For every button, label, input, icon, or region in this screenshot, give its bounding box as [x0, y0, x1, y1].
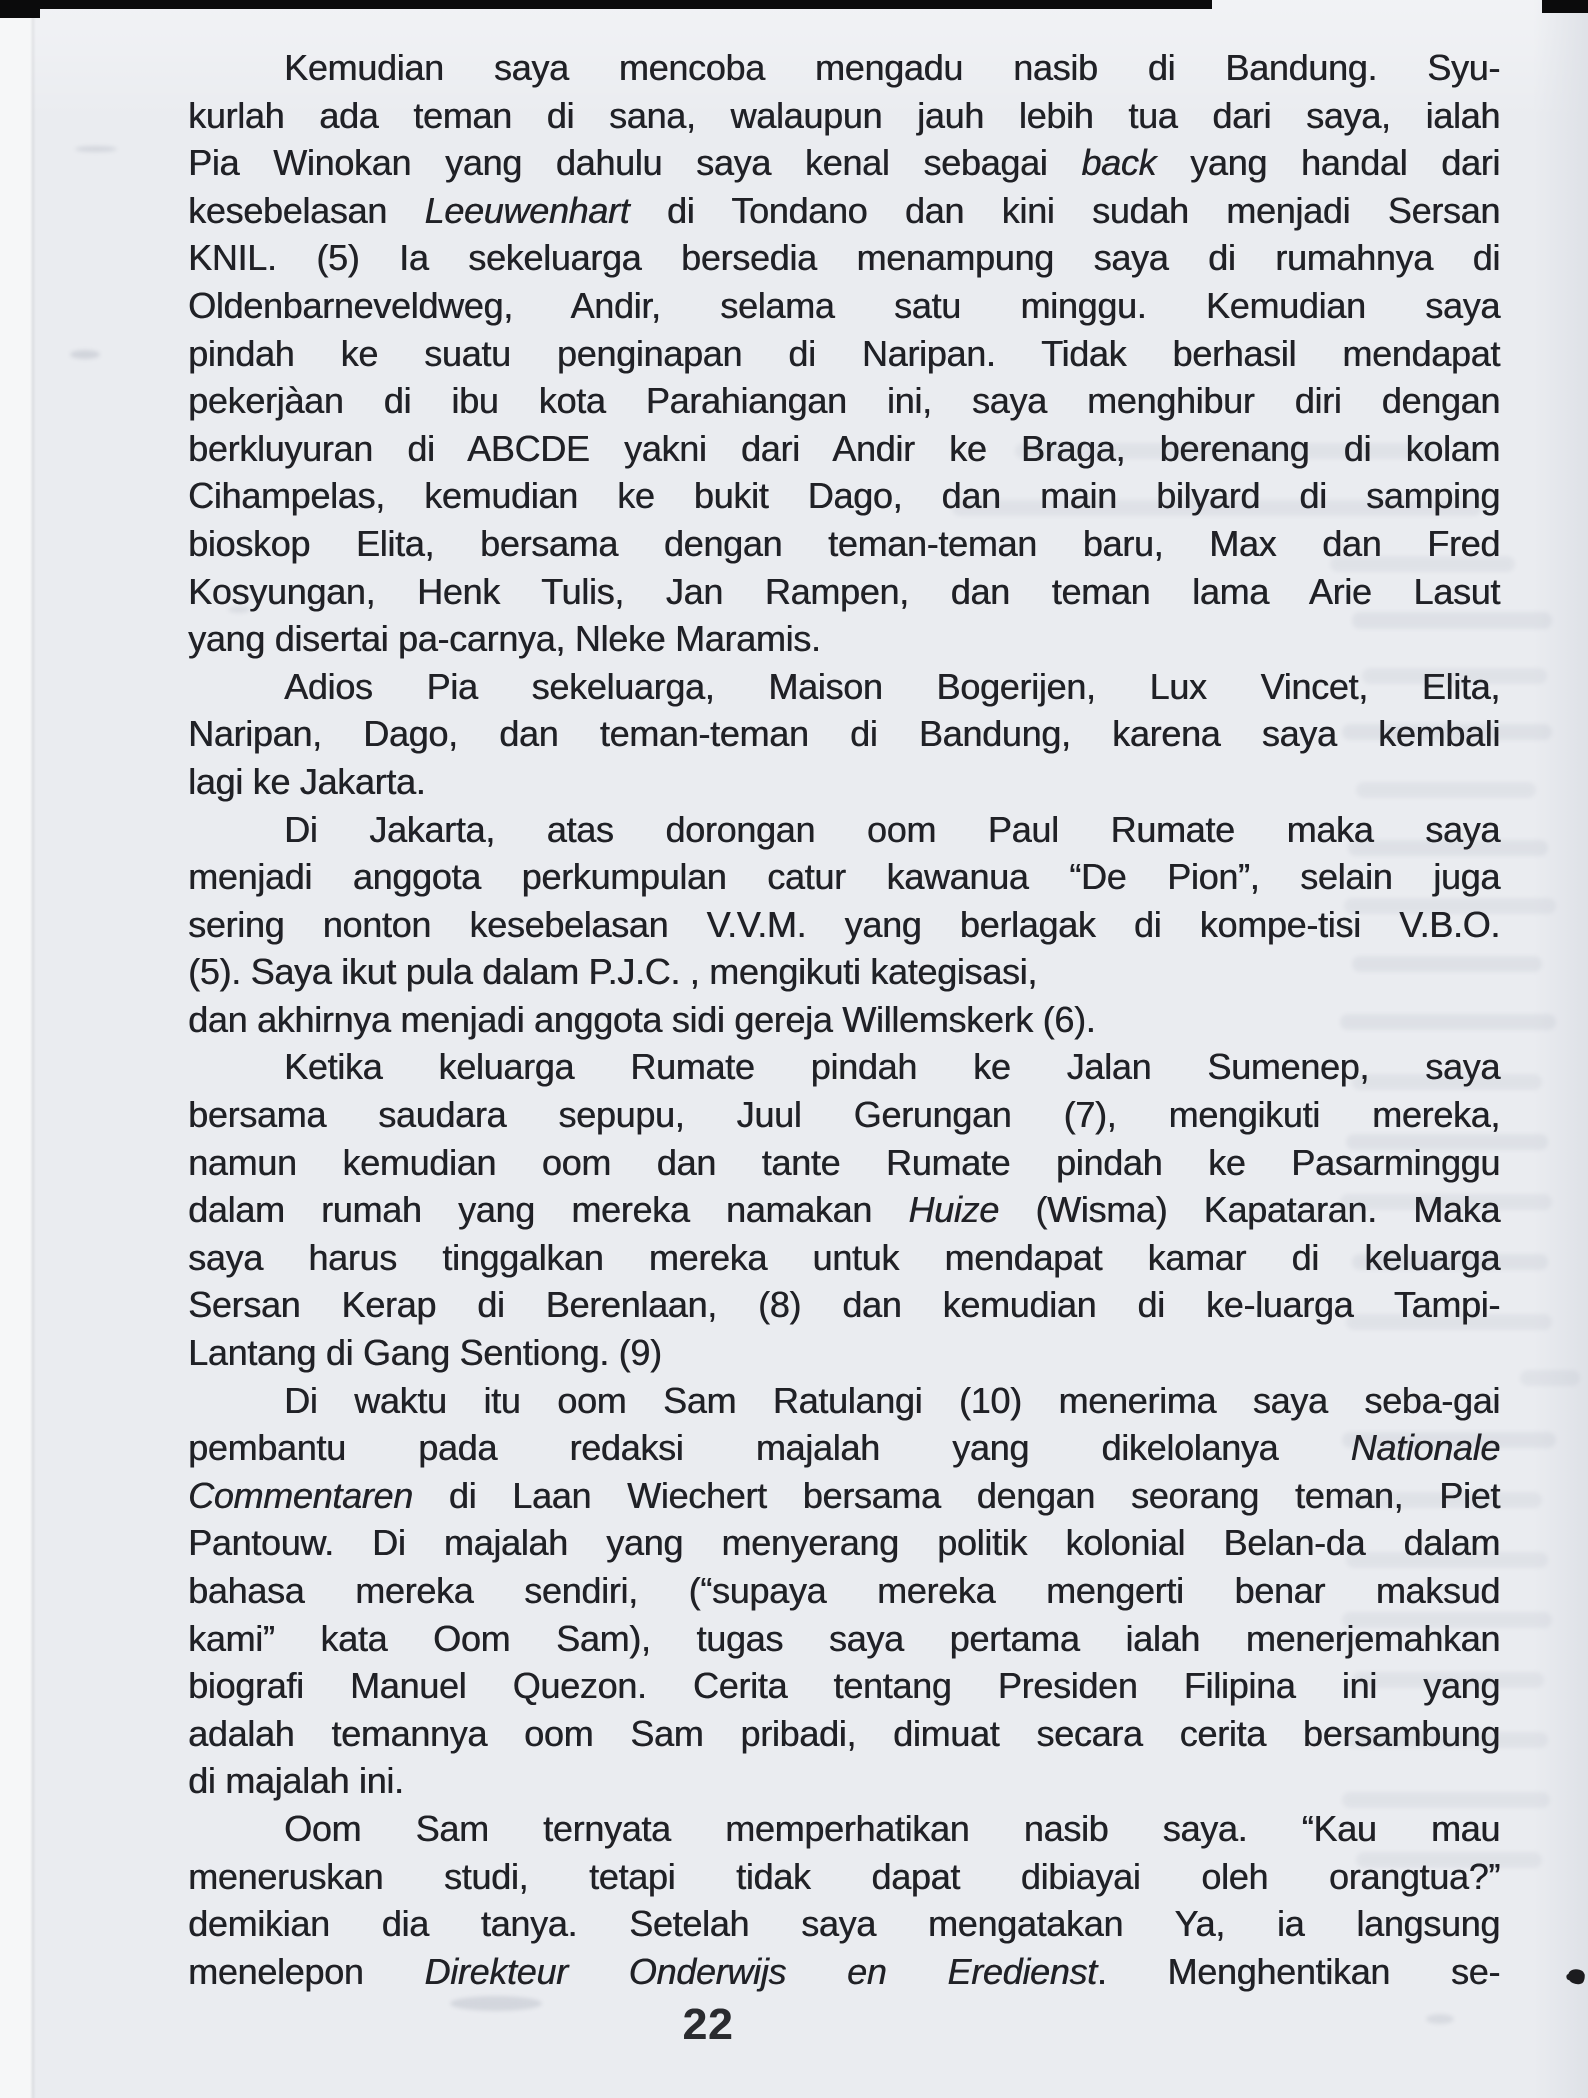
text-segment: di Tondano dan kini sudah menjadi Sersan [629, 189, 1500, 231]
text-segment: berkluyuran di ABCDE yakni dari Andir ke Braga, berenang di kolam [188, 427, 1500, 469]
text-line [188, 1519, 1500, 1567]
italic-text-segment: Direkteur Onderwijs en Eredienst [424, 1950, 1097, 1992]
smudge [1426, 2014, 1454, 2024]
smudge [70, 350, 100, 359]
text-segment: bersama saudara sepupu, Juul Gerungan (7), mengikuti mereka, [188, 1094, 1500, 1136]
text-line [188, 1900, 1500, 1948]
text-line [188, 1139, 1500, 1187]
italic-text-segment: Commentaren [188, 1474, 413, 1516]
text-line [188, 377, 1500, 425]
text-block [188, 44, 1500, 1995]
text-line [188, 1853, 1500, 1901]
text-line [188, 139, 1500, 187]
italic-text-segment: Huize [908, 1189, 999, 1231]
text-segment: kurlah ada teman di sana, walaupun jauh lebih tua dari saya, ialah [188, 94, 1500, 136]
text-segment: (Wisma) Kapataran. Maka [998, 1189, 1501, 1231]
text-line [188, 282, 1500, 330]
scanner-bar [1542, 0, 1588, 13]
text-line [188, 44, 1500, 92]
text-segment: dan akhirnya menjadi anggota sidi gereja Willemskerk (6). [188, 998, 1096, 1040]
text-line [188, 615, 1500, 663]
text-line [188, 472, 1500, 520]
text-line [188, 1662, 1500, 1710]
text-line [188, 1472, 1500, 1520]
text-segment: bahasa mereka sendiri, (“supaya mereka mengerti benar maksud [188, 1570, 1500, 1611]
text-segment: kami” kata Oom Sam), tugas saya pertama ialah menerjemahkan [188, 1617, 1500, 1659]
italic-text-segment: Leeuwenhart [424, 189, 630, 231]
text-segment: saya harus tinggalkan mereka untuk mendapat kamar di keluarga [188, 1236, 1500, 1278]
text-segment: Naripan, Dago, dan teman-teman di Bandung, karena saya kembali [188, 713, 1500, 755]
text-segment: Ketika keluarga Rumate pindah ke Jalan Sumenep, saya [284, 1046, 1500, 1088]
text-line [188, 1091, 1500, 1139]
text-segment: menelepon [188, 1950, 425, 1992]
text-segment: kesebelasan [188, 189, 425, 231]
text-segment: pekerjàan di ibu kota Parahiangan ini, saya menghibur diri dengan [188, 380, 1500, 422]
page-number: 22 [682, 2000, 734, 2049]
scanner-bar [0, 0, 1212, 9]
text-line [188, 663, 1500, 711]
ink-blot [1566, 1966, 1588, 1987]
text-segment: di majalah ini. [188, 1760, 404, 1802]
text-line [188, 1615, 1500, 1663]
text-segment: bioskop Elita, bersama dengan teman-teman baru, Max dan Fred [188, 522, 1500, 564]
text-line [188, 1710, 1500, 1758]
italic-text-segment: back [1081, 142, 1157, 184]
text-line [188, 901, 1500, 949]
text-line [188, 234, 1500, 282]
text-line [188, 710, 1500, 758]
text-segment: pembantu pada redaksi majalah yang dikelolanya [188, 1427, 1351, 1469]
text-segment: Di waktu itu oom Sam Ratulangi (10) menerima saya seba-gai [284, 1379, 1500, 1421]
text-line [188, 330, 1500, 378]
text-segment: (5). Saya ikut pula dalam P.J.C. , mengikuti kategisasi, [188, 951, 1037, 993]
text-line [188, 996, 1500, 1044]
text-segment: Cihampelas, kemudian ke bukit Dago, dan main bilyard di samping [188, 475, 1500, 517]
text-line [188, 853, 1500, 901]
text-segment: yang disertai pa-carnya, Nleke Maramis. [188, 618, 821, 660]
text-segment: pindah ke suatu penginapan di Naripan. Tidak berhasil mendapat [188, 332, 1500, 374]
text-segment: menjadi anggota perkumpulan catur kawanua “De Pion”, selain juga [188, 856, 1500, 898]
text-line [188, 1805, 1500, 1853]
text-line [188, 1043, 1500, 1091]
text-segment: demikian dia tanya. Setelah saya mengatakan Ya, ia langsung [188, 1903, 1500, 1945]
text-line [188, 1567, 1500, 1615]
text-segment: . Menghentikan se- [1096, 1950, 1501, 1992]
text-segment: Di Jakarta, atas dorongan oom Paul Rumate maka saya [284, 808, 1500, 850]
text-line [188, 425, 1500, 473]
smudge [450, 1996, 542, 2011]
text-segment: Oom Sam ternyata memperhatikan nasib saya. “Kau mau [284, 1807, 1500, 1849]
smudge [75, 146, 117, 152]
text-segment: di Laan Wiechert bersama dengan seorang teman, Piet [412, 1474, 1500, 1516]
text-segment: yang handal dari [1156, 142, 1500, 184]
text-line [188, 1186, 1500, 1234]
text-line [188, 1234, 1500, 1282]
text-line [188, 1757, 1500, 1805]
text-segment: KNIL. (5) Ia sekeluarga bersedia menampung saya di rumahnya di [188, 237, 1500, 279]
scanner-bar [0, 0, 40, 18]
text-line [188, 1329, 1500, 1377]
italic-text-segment: Nationale [1350, 1427, 1500, 1469]
text-segment: meneruskan studi, tetapi tidak dapat dibiayai oleh orangtua?” [188, 1855, 1500, 1897]
text-line [188, 1281, 1500, 1329]
ghost-line [1520, 1370, 1580, 1386]
text-line [188, 1424, 1500, 1472]
text-line [188, 520, 1500, 568]
text-segment: Kemudian saya mencoba mengadu nasib di Bandung. Syu- [284, 47, 1500, 88]
text-line [188, 187, 1500, 235]
text-segment: Adios Pia sekeluarga, Maison Bogerijen, Lux Vincet, Elita, [284, 665, 1500, 707]
text-line [188, 1948, 1500, 1996]
text-segment: biografi Manuel Quezon. Cerita tentang Presiden Filipina ini yang [188, 1665, 1500, 1707]
text-line [188, 806, 1500, 854]
text-segment: dalam rumah yang mereka namakan [188, 1189, 909, 1231]
text-line [188, 758, 1500, 806]
text-segment: namun kemudian oom dan tante Rumate pindah ke Pasarminggu [188, 1141, 1500, 1183]
text-line [188, 948, 1500, 996]
text-segment: adalah temannya oom Sam pribadi, dimuat secara cerita bersambung [188, 1712, 1500, 1754]
text-segment: Sersan Kerap di Berenlaan, (8) dan kemudian di ke-luarga Tampi- [188, 1284, 1500, 1326]
text-segment: Pia Winokan yang dahulu saya kenal sebagai [188, 142, 1082, 184]
text-segment: sering nonton kesebelasan V.V.M. yang berlagak di kompe-tisi V.B.O. [188, 903, 1500, 945]
text-segment: Oldenbarneveldweg, Andir, selama satu minggu. Kemudian saya [188, 284, 1500, 326]
text-line [188, 1377, 1500, 1425]
text-segment: Lantang di Gang Sentiong. (9) [188, 1332, 662, 1374]
text-segment: lagi ke Jakarta. [188, 760, 426, 802]
text-line [188, 92, 1500, 140]
text-line [188, 568, 1500, 616]
text-segment: Pantouw. Di majalah yang menyerang politik kolonial Belan-da dalam [188, 1522, 1500, 1564]
text-segment: Kosyungan, Henk Tulis, Jan Rampen, dan teman lama Arie Lasut [188, 570, 1500, 612]
